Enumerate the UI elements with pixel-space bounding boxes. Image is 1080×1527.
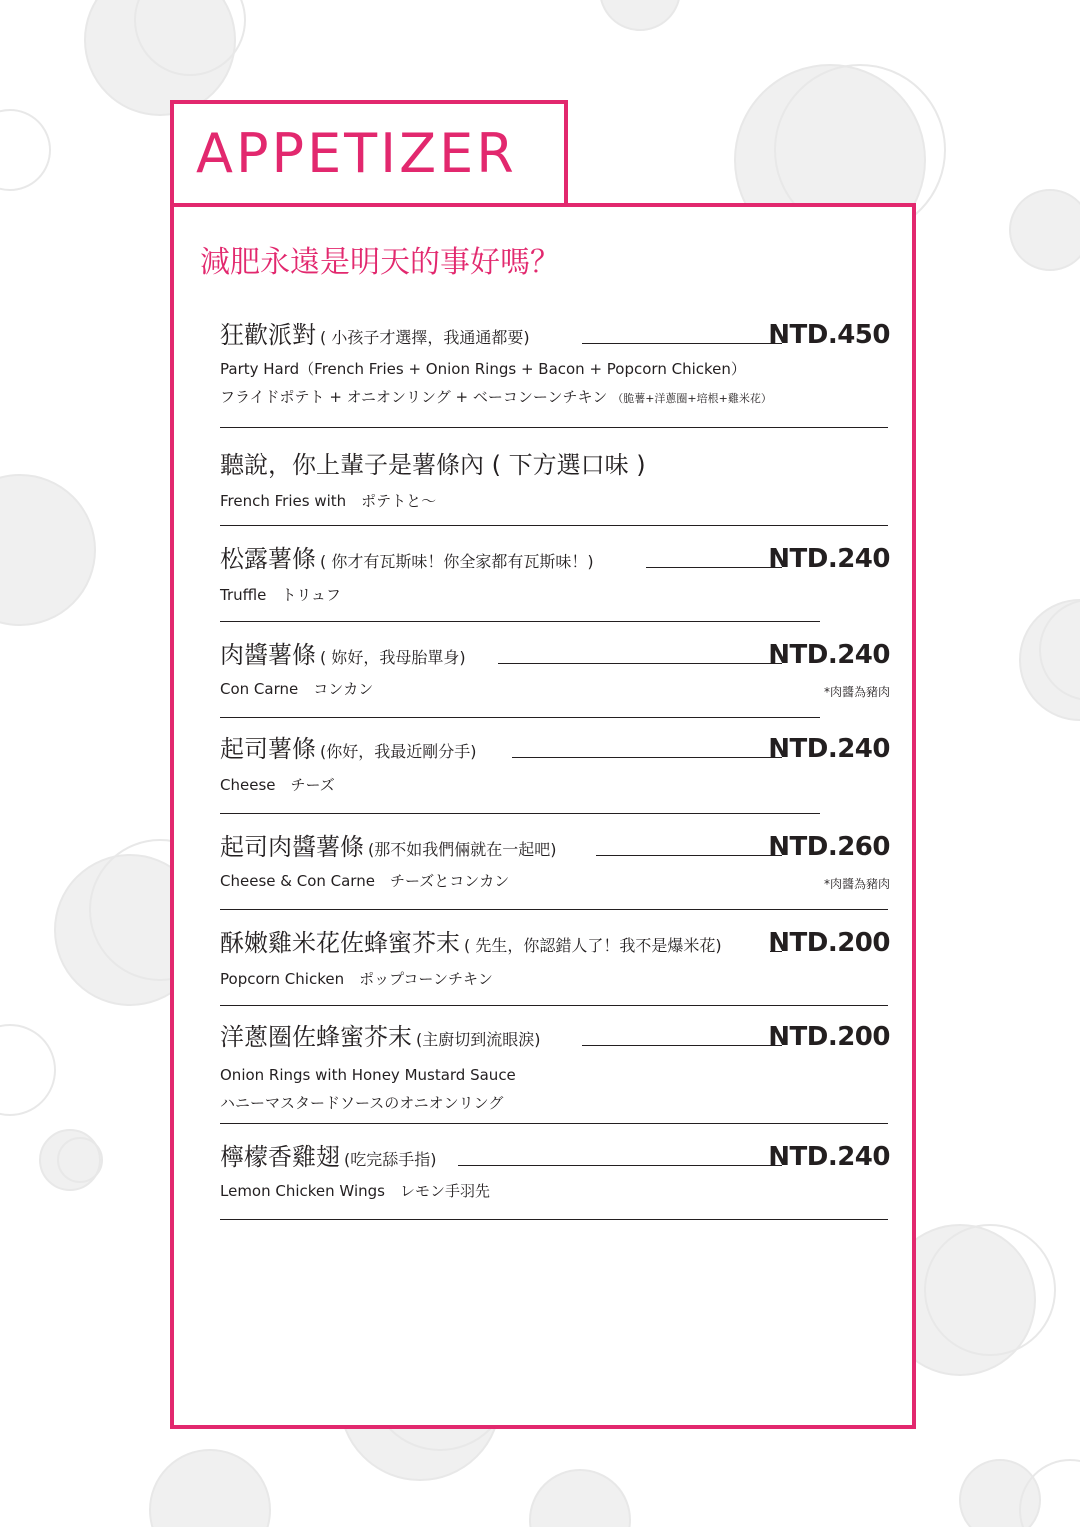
divider — [220, 813, 820, 814]
menu-panel — [170, 203, 916, 1429]
menu-item — [220, 637, 890, 703]
leader-line — [582, 343, 782, 344]
item-name: 松露薯條 — [220, 545, 316, 573]
menu-item — [220, 925, 890, 993]
menu-item — [220, 731, 890, 799]
item-name: 起司薯條 — [220, 735, 316, 763]
leader-line — [646, 567, 782, 568]
item-note: ( 你才有瓦斯味！你全家都有瓦斯味！) — [320, 552, 594, 571]
item-name: 肉醬薯條 — [220, 641, 316, 669]
item-price: NTD.240 — [768, 734, 890, 764]
page-title: APPETIZER — [196, 122, 517, 185]
title-tab — [170, 100, 568, 208]
item-english: Lemon Chicken Wings レモン手羽先 — [220, 1182, 490, 1200]
leader-line — [596, 855, 782, 856]
item-price: NTD.260 — [768, 832, 890, 862]
menu-item — [220, 317, 890, 413]
divider — [220, 621, 820, 622]
item-note: ( 小孩子才選擇，我通通都要) — [320, 328, 530, 347]
menu-subtitle: 減肥永遠是明天的事好嗎？ — [200, 245, 560, 280]
item-japanese-note: （脆薯+洋蔥圈+培根+雞米花） — [612, 392, 772, 405]
item-japanese — [220, 383, 890, 413]
leader-line — [498, 663, 782, 664]
item-name: 洋蔥圈佐蜂蜜芥末 — [220, 1023, 412, 1051]
divider — [220, 1123, 888, 1124]
divider — [220, 1219, 888, 1220]
item-english: Cheese & Con Carne チーズとコンカン — [220, 872, 510, 890]
item-price: NTD.200 — [768, 928, 890, 958]
item-japanese-text: フライドポテト + オニオンリング + ベーコンーンチキン — [220, 388, 608, 406]
menu-item — [220, 829, 890, 895]
item-price: NTD.200 — [768, 1022, 890, 1052]
menu-item — [220, 1139, 890, 1205]
item-name: 狂歡派對 — [220, 321, 316, 349]
divider — [220, 909, 888, 910]
item-note: (主廚切到流眼淚) — [416, 1030, 541, 1049]
pork-note: *肉醬為豬肉 — [823, 877, 890, 891]
item-name: 酥嫩雞米花佐蜂蜜芥末 — [220, 929, 460, 957]
item-english: Party Hard（French Fries + Onion Rings + Bacon + Popcorn Chicken） — [220, 360, 746, 378]
item-note: (那不如我們倆就在一起吧) — [368, 840, 557, 859]
menu-item — [220, 1019, 890, 1117]
item-note: ( 妳好，我母胎單身) — [320, 648, 466, 667]
item-price: NTD.450 — [768, 320, 890, 350]
item-name: 起司肉醬薯條 — [220, 833, 364, 861]
item-note: (吃完舔手指) — [344, 1150, 437, 1169]
divider — [220, 427, 888, 428]
item-name: 檸檬香雞翅 — [220, 1143, 340, 1171]
item-english: Con Carne コンカン — [220, 680, 374, 698]
pork-note: *肉醬為豬肉 — [823, 685, 890, 699]
item-price: NTD.240 — [768, 544, 890, 574]
divider — [220, 1005, 888, 1006]
item-note: ( 先生，你認錯人了！我不是爆米花) — [464, 936, 722, 955]
divider — [220, 717, 820, 718]
item-english: Truffle トリュフ — [220, 586, 341, 604]
menu-item — [220, 541, 890, 609]
item-japanese: ハニーマスタードソースのオニオンリング — [220, 1094, 504, 1112]
menu-item — [220, 447, 890, 515]
leader-line — [512, 757, 782, 758]
item-english: Cheese チーズ — [220, 776, 335, 794]
leader-line — [582, 1045, 782, 1046]
leader-line — [458, 1165, 782, 1166]
item-english: Popcorn Chicken ポップコーンチキン — [220, 970, 493, 988]
item-english: Onion Rings with Honey Mustard Sauce — [220, 1066, 516, 1084]
item-price: NTD.240 — [768, 640, 890, 670]
divider — [220, 525, 888, 526]
item-english: French Fries with ポテトと～ — [220, 492, 437, 510]
item-note: (你好，我最近剛分手) — [320, 742, 477, 761]
item-name: 聽說，你上輩子是薯條內 ( 下方選口味 ) — [220, 451, 646, 479]
item-price: NTD.240 — [768, 1142, 890, 1172]
